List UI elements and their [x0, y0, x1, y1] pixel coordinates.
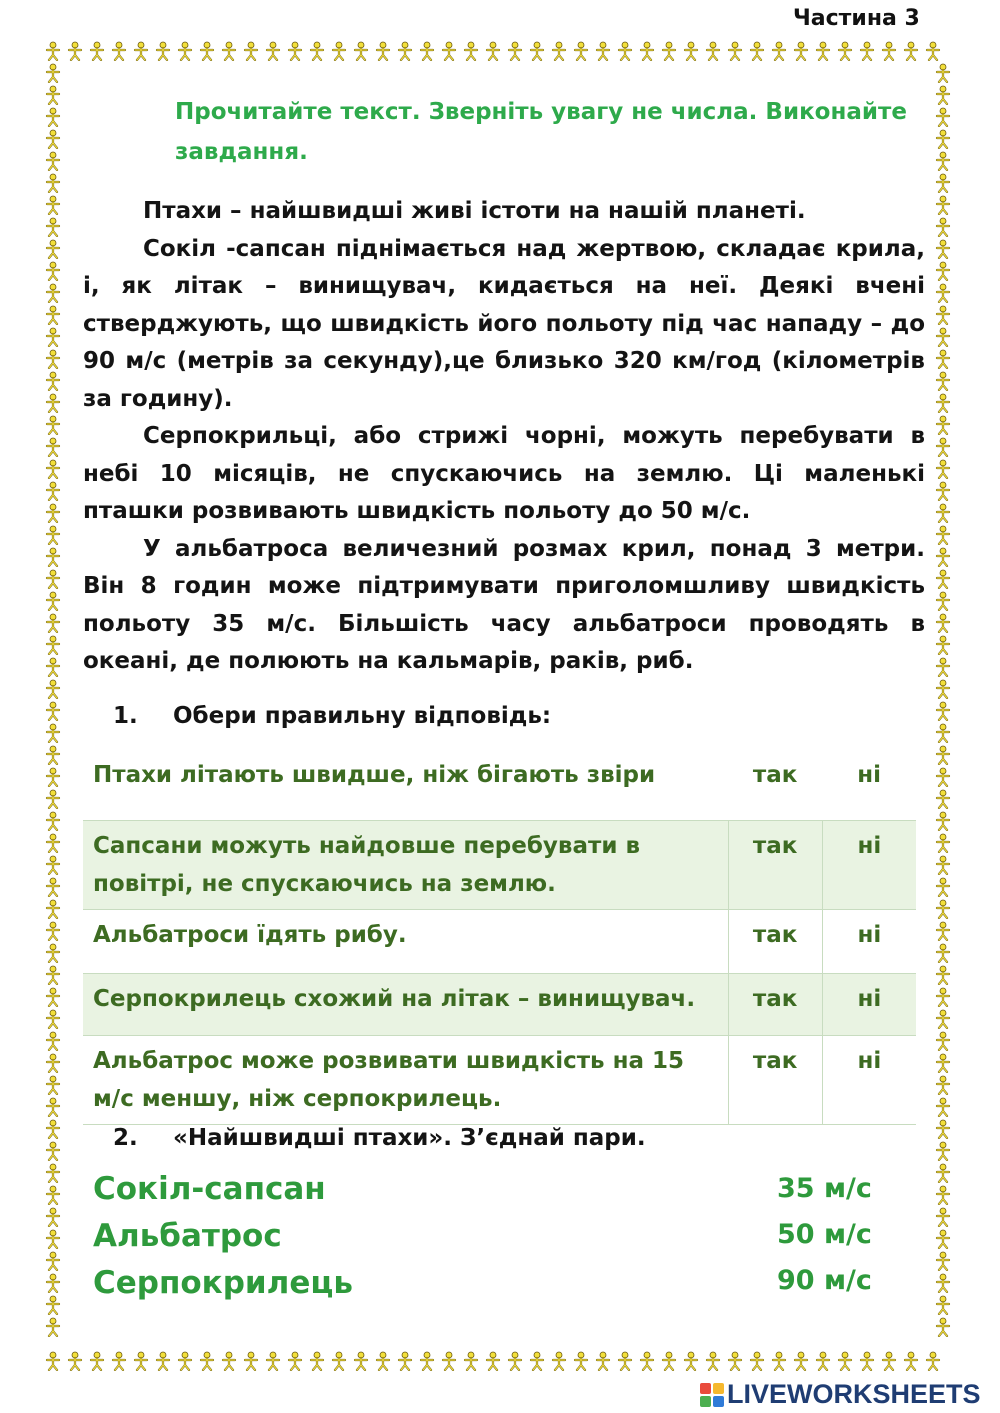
answer-yes-option[interactable]: так — [728, 973, 822, 1035]
table-row — [83, 750, 916, 820]
figure-ornament-icon — [42, 1250, 64, 1272]
figure-ornament-icon — [900, 40, 922, 62]
story-paragraph: Сокіл -сапсан піднімається над жертвою, складає крила, і, як літак – винищувач, кидається на неї. Деякі вчені стверджують, що швидкість його польоту під час нападу – до 90 м/с (метрів за секунду),це близько 320 км/год (кілометрів за годину). — [83, 235, 925, 412]
task-1-number: 1. — [113, 703, 138, 729]
true-false-table — [83, 750, 916, 1125]
figure-ornament-icon — [932, 656, 954, 678]
story-paragraph: Птахи – найшвидші живі істоти на нашій планеті. — [143, 198, 806, 224]
figure-ornament-icon — [932, 612, 954, 634]
figure-ornament-icon — [932, 964, 954, 986]
figure-ornament-icon — [42, 876, 64, 898]
figure-ornament-icon — [932, 502, 954, 524]
figure-ornament-icon — [42, 810, 64, 832]
figure-ornament-icon — [42, 1350, 64, 1372]
figure-ornament-icon — [42, 722, 64, 744]
figure-ornament-icon — [328, 40, 350, 62]
figure-ornament-icon — [394, 40, 416, 62]
figure-ornament-icon — [42, 1184, 64, 1206]
figure-ornament-icon — [42, 216, 64, 238]
figure-ornament-icon — [932, 260, 954, 282]
answer-no-option[interactable]: ні — [822, 973, 916, 1035]
figure-ornament-icon — [284, 1350, 306, 1372]
figure-ornament-icon — [64, 1350, 86, 1372]
figure-ornament-icon — [932, 678, 954, 700]
figure-ornament-icon — [636, 40, 658, 62]
figure-ornament-icon — [526, 1350, 548, 1372]
figure-ornament-icon — [42, 920, 64, 942]
figure-ornament-icon — [42, 568, 64, 590]
figure-ornament-icon — [504, 1350, 526, 1372]
task-2-text: «Найшвидші птахи». З’єднай пари. — [173, 1125, 646, 1151]
bird-item-falcon[interactable]: Сокіл-сапсан — [93, 1171, 326, 1207]
figure-ornament-icon — [932, 546, 954, 568]
figure-ornament-icon — [548, 40, 570, 62]
task-2-title — [113, 1125, 646, 1151]
figure-ornament-icon — [284, 40, 306, 62]
figure-ornament-icon — [746, 40, 768, 62]
figure-ornament-icon — [702, 40, 724, 62]
liveworksheets-logo — [700, 1379, 981, 1410]
figure-ornament-icon — [42, 590, 64, 612]
figure-ornament-icon — [812, 1350, 834, 1372]
statement: Серпокрилець схожий на літак – винищувач. — [93, 985, 696, 1012]
figure-ornament-icon — [130, 1350, 152, 1372]
speeds-column — [777, 1166, 872, 1304]
figure-ornament-icon — [932, 216, 954, 238]
figure-ornament-icon — [702, 1350, 724, 1372]
figure-ornament-icon — [152, 1350, 174, 1372]
figure-ornament-icon — [306, 40, 328, 62]
figure-ornament-icon — [932, 1162, 954, 1184]
figure-ornament-icon — [416, 40, 438, 62]
figure-ornament-icon — [932, 700, 954, 722]
figure-ornament-icon — [240, 1350, 262, 1372]
figure-ornament-icon — [350, 1350, 372, 1372]
figure-ornament-icon — [42, 854, 64, 876]
figure-ornament-icon — [42, 1206, 64, 1228]
figure-ornament-icon — [932, 458, 954, 480]
figure-ornament-icon — [922, 40, 944, 62]
figure-ornament-icon — [42, 502, 64, 524]
brand-suffix: WORKSHEETS — [787, 1379, 981, 1409]
figure-ornament-icon — [768, 1350, 790, 1372]
figure-ornament-icon — [932, 1140, 954, 1162]
figure-ornament-icon — [932, 854, 954, 876]
figure-ornament-icon — [856, 1350, 878, 1372]
task-2-number: 2. — [113, 1125, 138, 1151]
figure-ornament-icon — [42, 986, 64, 1008]
answer-yes-option[interactable]: так — [728, 820, 822, 909]
figure-ornament-icon — [64, 40, 86, 62]
figure-ornament-icon — [932, 568, 954, 590]
figure-ornament-icon — [932, 84, 954, 106]
figure-ornament-icon — [42, 370, 64, 392]
figure-ornament-icon — [932, 326, 954, 348]
figure-ornament-icon — [932, 788, 954, 810]
statement: Альбатроси їдять рибу. — [93, 921, 407, 948]
figure-ornament-icon — [932, 238, 954, 260]
figure-ornament-icon — [658, 1350, 680, 1372]
figure-ornament-icon — [932, 1052, 954, 1074]
figure-ornament-icon — [42, 1118, 64, 1140]
answer-yes-option[interactable]: так — [752, 762, 798, 788]
figure-ornament-icon — [42, 1052, 64, 1074]
figure-ornament-icon — [932, 766, 954, 788]
figure-ornament-icon — [932, 920, 954, 942]
figure-ornament-icon — [174, 40, 196, 62]
figure-ornament-icon — [570, 40, 592, 62]
answer-no-option[interactable]: ні — [822, 909, 916, 973]
figure-ornament-icon — [42, 282, 64, 304]
figure-ornament-icon — [42, 524, 64, 546]
figure-ornament-icon — [42, 634, 64, 656]
figure-ornament-icon — [482, 40, 504, 62]
figure-ornament-icon — [42, 348, 64, 370]
figure-ornament-icon — [878, 1350, 900, 1372]
figure-ornament-icon — [680, 40, 702, 62]
table-row — [83, 909, 916, 973]
figure-ornament-icon — [932, 1096, 954, 1118]
figure-ornament-icon — [932, 370, 954, 392]
figure-ornament-icon — [42, 898, 64, 920]
figure-ornament-icon — [42, 1008, 64, 1030]
figure-ornament-icon — [922, 1350, 944, 1372]
figure-ornament-icon — [42, 172, 64, 194]
figure-ornament-icon — [42, 1228, 64, 1250]
figure-ornament-icon — [42, 678, 64, 700]
figure-ornament-icon — [548, 1350, 570, 1372]
instructions: Прочитайте текст. Зверніть увагу не числа. Виконайте завдання. — [175, 99, 907, 165]
figure-ornament-icon — [932, 1074, 954, 1096]
figure-ornament-icon — [42, 62, 64, 84]
figure-ornament-icon — [42, 656, 64, 678]
decorative-border-top — [42, 40, 954, 62]
answer-yes-option[interactable]: так — [728, 909, 822, 973]
figure-ornament-icon — [932, 1316, 954, 1338]
figure-ornament-icon — [42, 700, 64, 722]
figure-ornament-icon — [86, 1350, 108, 1372]
figure-ornament-icon — [42, 480, 64, 502]
figure-ornament-icon — [526, 40, 548, 62]
decorative-border-right — [932, 62, 954, 1350]
figure-ornament-icon — [42, 1096, 64, 1118]
statement: Альбатрос може розвивати швидкість на 15 м/с меншу, ніж серпокрилець. — [93, 1047, 685, 1112]
figure-ornament-icon — [932, 106, 954, 128]
bird-item-swift[interactable]: Серпокрилець — [93, 1265, 353, 1301]
figure-ornament-icon — [614, 40, 636, 62]
figure-ornament-icon — [42, 84, 64, 106]
figure-ornament-icon — [394, 1350, 416, 1372]
figure-ornament-icon — [834, 40, 856, 62]
figure-ornament-icon — [438, 1350, 460, 1372]
logo-icon — [700, 1383, 724, 1407]
figure-ornament-icon — [658, 40, 680, 62]
figure-ornament-icon — [932, 282, 954, 304]
answer-no-option[interactable]: ні — [822, 820, 916, 909]
figure-ornament-icon — [900, 1350, 922, 1372]
figure-ornament-icon — [42, 942, 64, 964]
reading-text — [83, 193, 925, 681]
figure-ornament-icon — [856, 40, 878, 62]
figure-ornament-icon — [42, 458, 64, 480]
figure-ornament-icon — [932, 1228, 954, 1250]
figure-ornament-icon — [746, 1350, 768, 1372]
figure-ornament-icon — [932, 304, 954, 326]
figure-ornament-icon — [42, 194, 64, 216]
table-row — [83, 820, 916, 909]
figure-ornament-icon — [932, 1294, 954, 1316]
figure-ornament-icon — [878, 40, 900, 62]
table-row — [83, 973, 916, 1035]
figure-ornament-icon — [262, 1350, 284, 1372]
figure-ornament-icon — [680, 1350, 702, 1372]
figure-ornament-icon — [932, 634, 954, 656]
figure-ornament-icon — [42, 1162, 64, 1184]
figure-ornament-icon — [42, 766, 64, 788]
figure-ornament-icon — [932, 172, 954, 194]
figure-ornament-icon — [932, 62, 954, 84]
statement: Сапсани можуть найдовше перебувати в повітрі, не спускаючись на землю. — [93, 832, 641, 897]
figure-ornament-icon — [350, 40, 372, 62]
figure-ornament-icon — [42, 304, 64, 326]
figure-ornament-icon — [42, 1316, 64, 1338]
figure-ornament-icon — [790, 1350, 812, 1372]
figure-ornament-icon — [42, 326, 64, 348]
figure-ornament-icon — [42, 392, 64, 414]
figure-ornament-icon — [42, 238, 64, 260]
figure-ornament-icon — [724, 40, 746, 62]
decorative-border-left — [42, 62, 64, 1350]
figure-ornament-icon — [504, 40, 526, 62]
speed-item[interactable]: 90 м/с — [777, 1265, 872, 1296]
figure-ornament-icon — [932, 480, 954, 502]
figure-ornament-icon — [932, 414, 954, 436]
figure-ornament-icon — [790, 40, 812, 62]
figure-ornament-icon — [416, 1350, 438, 1372]
figure-ornament-icon — [932, 524, 954, 546]
figure-ornament-icon — [42, 1140, 64, 1162]
figure-ornament-icon — [218, 1350, 240, 1372]
figure-ornament-icon — [932, 150, 954, 172]
figure-ornament-icon — [932, 722, 954, 744]
figure-ornament-icon — [42, 744, 64, 766]
figure-ornament-icon — [42, 964, 64, 986]
task-1-title — [113, 703, 551, 729]
answer-yes-option[interactable]: так — [728, 1035, 822, 1124]
speed-item[interactable]: 50 м/с — [777, 1219, 872, 1250]
figure-ornament-icon — [834, 1350, 856, 1372]
figure-ornament-icon — [42, 106, 64, 128]
figure-ornament-icon — [932, 590, 954, 612]
figure-ornament-icon — [130, 40, 152, 62]
figure-ornament-icon — [570, 1350, 592, 1372]
figure-ornament-icon — [42, 414, 64, 436]
figure-ornament-icon — [932, 128, 954, 150]
story-paragraph: У альбатроса величезний розмах крил, понад 3 метри. Він 8 годин може підтримувати приголомшливу швидкість польоту 35 м/с. Більшість часу альбатроси проводять в океані, де полюють на кальмарів, раків, риб. — [83, 535, 925, 674]
answer-no-option[interactable]: ні — [857, 762, 882, 788]
figure-ornament-icon — [592, 40, 614, 62]
figure-ornament-icon — [262, 40, 284, 62]
figure-ornament-icon — [42, 832, 64, 854]
figure-ornament-icon — [240, 40, 262, 62]
figure-ornament-icon — [592, 1350, 614, 1372]
figure-ornament-icon — [932, 942, 954, 964]
figure-ornament-icon — [42, 1294, 64, 1316]
figure-ornament-icon — [108, 1350, 130, 1372]
figure-ornament-icon — [42, 546, 64, 568]
figure-ornament-icon — [614, 1350, 636, 1372]
story-paragraph: Серпокрильці, або стрижі чорні, можуть перебувати в небі 10 місяців, не спускаючись на землю. Ці маленькі пташки розвивають швидкість польоту до 50 м/с. — [83, 423, 925, 524]
figure-ornament-icon — [460, 1350, 482, 1372]
figure-ornament-icon — [306, 1350, 328, 1372]
figure-ornament-icon — [42, 260, 64, 282]
figure-ornament-icon — [152, 40, 174, 62]
figure-ornament-icon — [812, 40, 834, 62]
figure-ornament-icon — [932, 744, 954, 766]
figure-ornament-icon — [196, 1350, 218, 1372]
statement: Птахи літають швидше, ніж бігають звіри — [93, 762, 656, 788]
figure-ornament-icon — [932, 1184, 954, 1206]
figure-ornament-icon — [372, 1350, 394, 1372]
figure-ornament-icon — [372, 40, 394, 62]
figure-ornament-icon — [932, 1272, 954, 1294]
figure-ornament-icon — [932, 1206, 954, 1228]
brand-prefix: LIVE — [727, 1379, 788, 1409]
figure-ornament-icon — [932, 348, 954, 370]
figure-ornament-icon — [932, 898, 954, 920]
figure-ornament-icon — [108, 40, 130, 62]
figure-ornament-icon — [174, 1350, 196, 1372]
figure-ornament-icon — [86, 40, 108, 62]
figure-ornament-icon — [460, 40, 482, 62]
figure-ornament-icon — [42, 788, 64, 810]
figure-ornament-icon — [328, 1350, 350, 1372]
figure-ornament-icon — [42, 1030, 64, 1052]
figure-ornament-icon — [932, 436, 954, 458]
figure-ornament-icon — [42, 40, 64, 62]
figure-ornament-icon — [932, 392, 954, 414]
figure-ornament-icon — [42, 612, 64, 634]
table-row — [83, 1035, 916, 1124]
figure-ornament-icon — [42, 150, 64, 172]
figure-ornament-icon — [42, 1272, 64, 1294]
figure-ornament-icon — [932, 1030, 954, 1052]
answer-no-option[interactable]: ні — [822, 1035, 916, 1124]
figure-ornament-icon — [932, 986, 954, 1008]
figure-ornament-icon — [42, 436, 64, 458]
figure-ornament-icon — [768, 40, 790, 62]
figure-ornament-icon — [932, 1250, 954, 1272]
figure-ornament-icon — [42, 1074, 64, 1096]
figure-ornament-icon — [932, 810, 954, 832]
figure-ornament-icon — [482, 1350, 504, 1372]
figure-ornament-icon — [932, 194, 954, 216]
figure-ornament-icon — [42, 128, 64, 150]
part-label: Частина 3 — [793, 6, 920, 31]
figure-ornament-icon — [724, 1350, 746, 1372]
task-1-text: Обери правильну відповідь: — [173, 703, 552, 729]
bird-item-albatross[interactable]: Альбатрос — [93, 1218, 282, 1254]
figure-ornament-icon — [636, 1350, 658, 1372]
figure-ornament-icon — [932, 1008, 954, 1030]
figure-ornament-icon — [932, 1118, 954, 1140]
birds-column — [93, 1166, 353, 1307]
figure-ornament-icon — [196, 40, 218, 62]
decorative-border-bottom — [42, 1350, 954, 1372]
figure-ornament-icon — [932, 832, 954, 854]
figure-ornament-icon — [438, 40, 460, 62]
figure-ornament-icon — [932, 876, 954, 898]
speed-item[interactable]: 35 м/с — [777, 1173, 872, 1204]
figure-ornament-icon — [218, 40, 240, 62]
